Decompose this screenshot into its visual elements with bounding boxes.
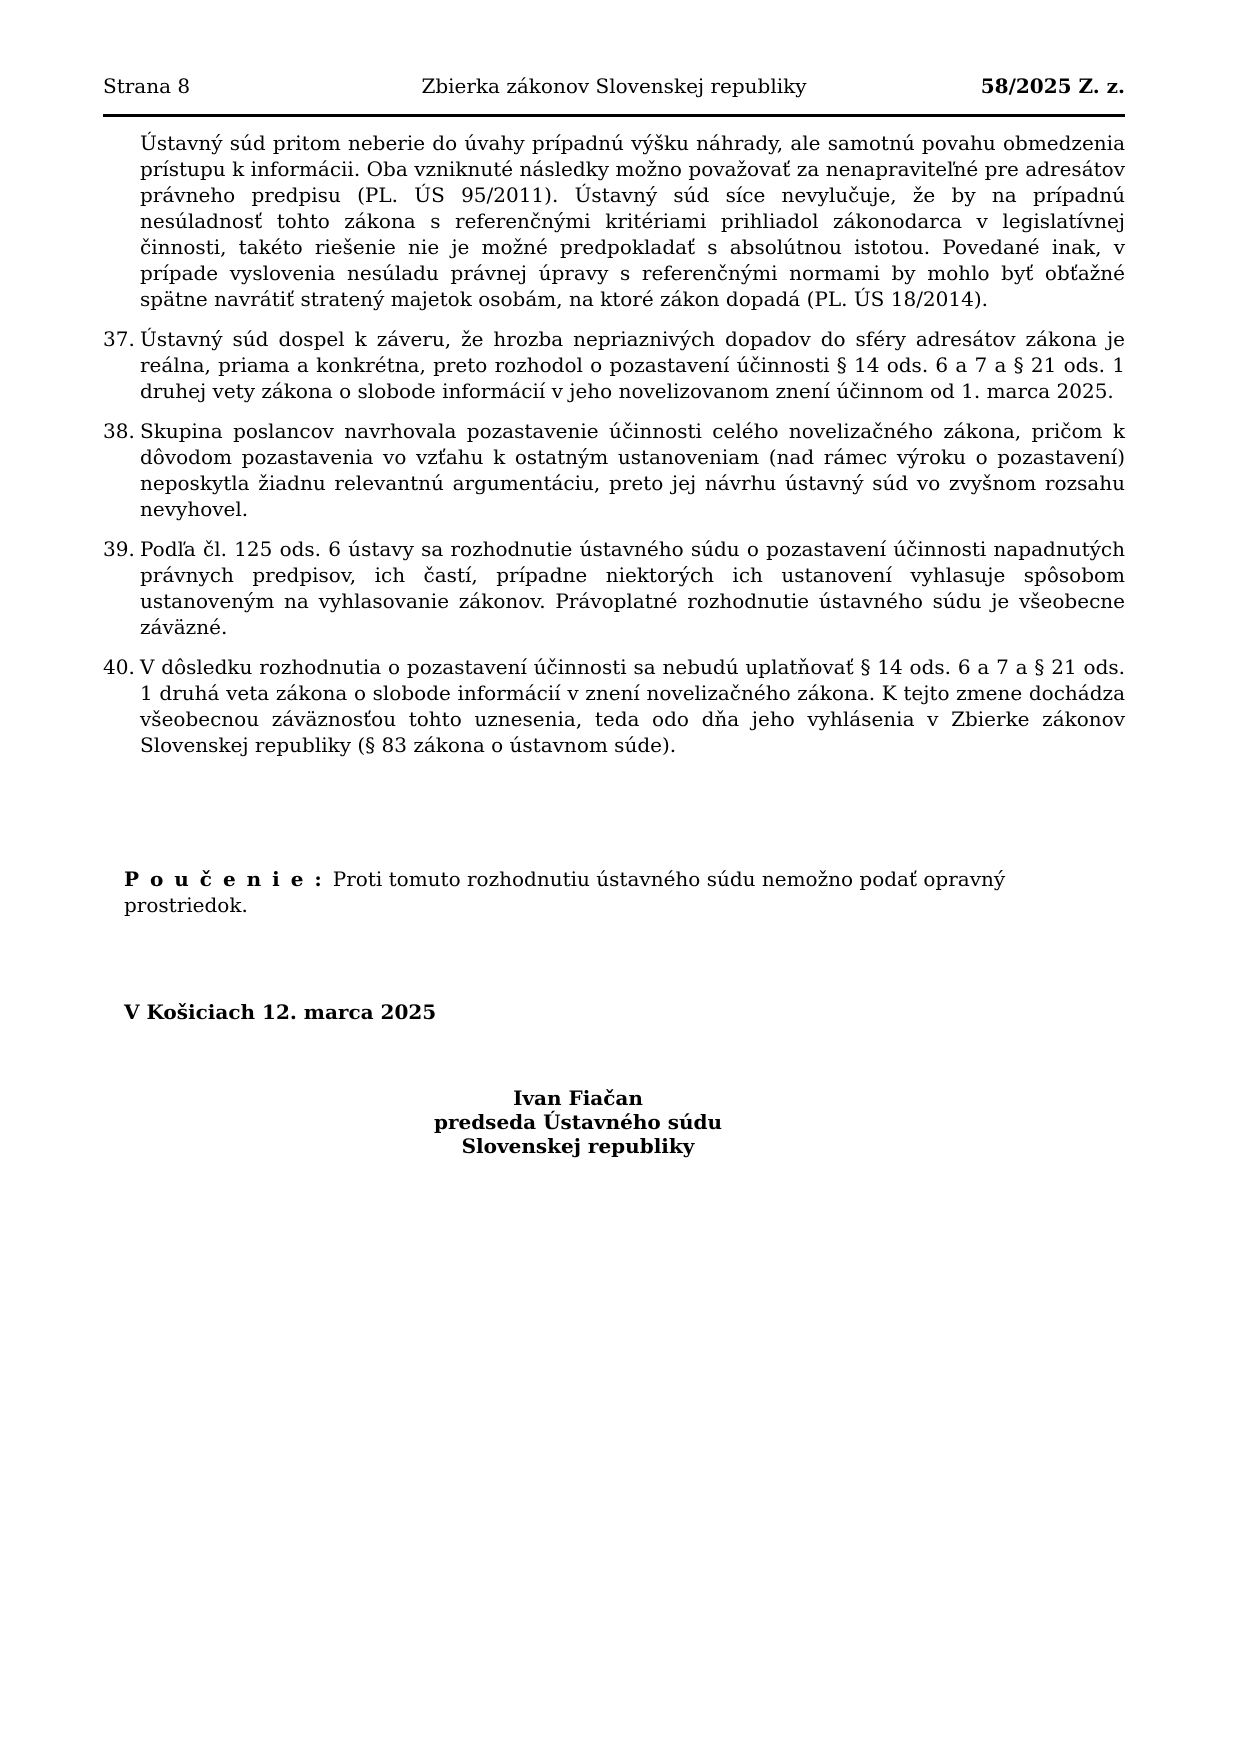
paragraph-text: Podľa čl. 125 ods. 6 ústavy sa rozhodnutie ústavného súdu o pozastavení účinnosti napadnutých právnych predpisov, ich častí, prípadne niektorých ich ustanovení vyhlasuje spôsobom ustanoveným na vyhlasovanie zákonov. Právoplatné rozhodnutie ústavného súdu je všeobecne záväzné.	[140, 537, 1125, 639]
paragraph-text: Ústavný súd dospel k záveru, že hrozba nepriaznivých dopadov do sféry adresátov zákona je reálna, priama a konkrétna, preto rozhodol o pozastavení účinnosti § 14 ods. 6 a 7 a § 21 ods. 1 druhej vety zákona o slobode informácií v jeho novelizovanom znení účinnom od 1. marca 2025.	[140, 327, 1125, 403]
notice-paragraph	[103, 866, 1125, 918]
paragraph-text: Skupina poslancov navrhovala pozastavenie účinnosti celého novelizačného zákona, pričom k dôvodom pozastavenia vo vzťahu k ostatným ustanoveniam (nad rámec výroku o pozastavení) neposkytla žiadnu relevantnú argumentáciu, preto jej návrhu ústavný súd vo zvyšnom rozsahu nevyhovel.	[140, 419, 1125, 521]
paragraph-number: 38.	[103, 419, 135, 443]
paragraph-39	[103, 536, 1125, 640]
place-date: V Košiciach 12. marca 2025	[124, 1000, 437, 1024]
page-header	[103, 75, 1125, 117]
notice-label: P o u č e n i e :	[124, 867, 324, 891]
paragraph-38	[103, 418, 1125, 522]
document-number: 58/2025 Z. z.	[980, 74, 1125, 98]
paragraph-37	[103, 326, 1125, 404]
paragraph-text: V dôsledku rozhodnutia o pozastavení účinnosti sa nebudú uplatňovať § 14 ods. 6 a 7 a § 21 ods. 1 druhá veta zákona o slobode informácií v znení novelizačného zákona. K tejto zmene dochádza všeobecnou záväznosťou tohto uznesenia, teda odo dňa jeho vyhlásenia v Zbierke zákonov Slovenskej republiky (§ 83 zákona o ústavnom súde).	[140, 655, 1125, 757]
notice-text: Proti tomuto rozhodnutiu ústavného súdu nemožno podať opravný prostriedok.	[124, 867, 1006, 917]
signatory-name: Ivan Fiačan	[513, 1086, 643, 1110]
paragraph-continuation	[103, 130, 1125, 312]
signatory-title-line-2: Slovenskej republiky	[461, 1134, 695, 1158]
signature-block	[103, 1086, 1125, 1158]
paragraph-number: 39.	[103, 537, 135, 561]
document-body	[103, 130, 1125, 758]
page-number-label: Strana 8	[103, 74, 191, 98]
closing-section	[103, 866, 1125, 1158]
signatory-title-line-1: predseda Ústavného súdu	[433, 1110, 723, 1134]
paragraph-number: 37.	[103, 327, 135, 351]
paragraph-40	[103, 654, 1125, 758]
publication-title: Zbierka zákonov Slovenskej republiky	[421, 74, 807, 98]
paragraph-text: Ústavný súd pritom neberie do úvahy prípadnú výšku náhrady, ale samotnú povahu obmedzenia prístupu k informácii. Oba vzniknuté následky možno považovať za nenapraviteľné pre adresátov právneho predpisu (PL. ÚS 95/2011). Ústavný súd síce nevylučuje, že by na prípadnú nesúladnosť tohto zákona s referenčnými kritériami prihliadol zákonodarca v legislatívnej činnosti, takéto riešenie nie je možné predpokladať s absolútnou istotou. Povedané inak, v prípade vyslovenia nesúladu právnej úpravy s referenčnými normami by mohlo byť obťažné spätne navrátiť stratený majetok osobám, na ktoré zákon dopadá (PL. ÚS 18/2014).	[140, 131, 1125, 311]
paragraph-number: 40.	[103, 655, 135, 679]
